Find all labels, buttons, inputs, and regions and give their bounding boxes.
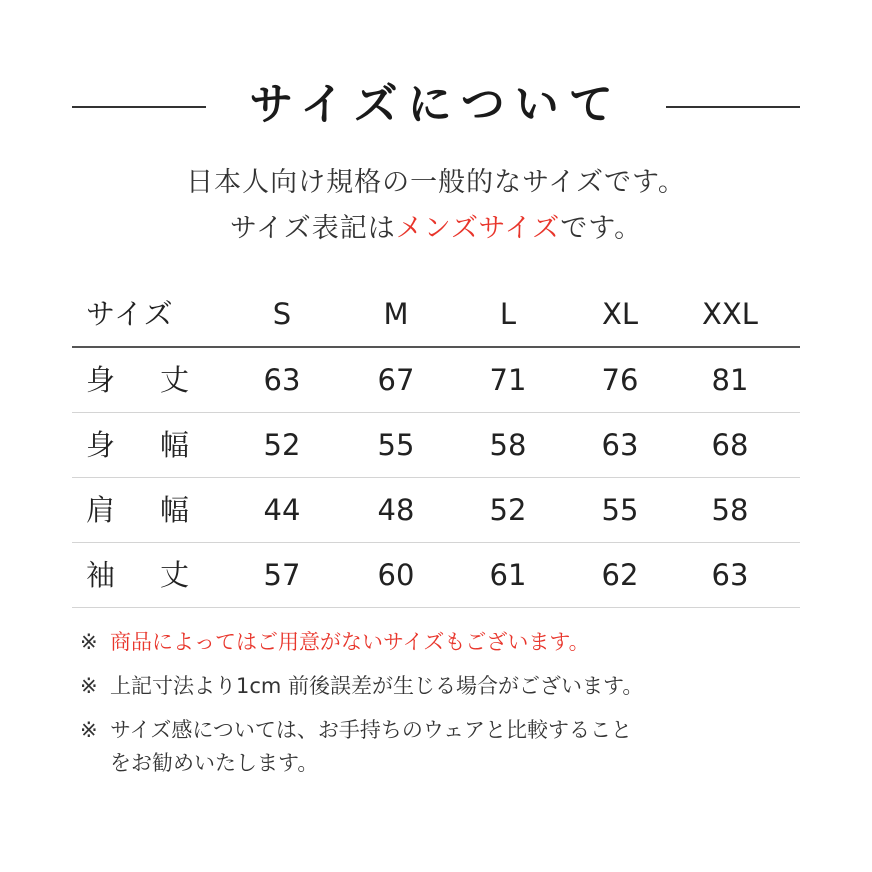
header-size-xl: XL	[601, 297, 639, 331]
table-cell: 76	[601, 363, 639, 397]
table-row-sleeve-length	[72, 543, 800, 608]
subtitle-line-1: 日本人向け規格の一般的なサイズです。	[186, 167, 686, 198]
note-mark: ※	[80, 630, 98, 654]
row-label-char: 身	[86, 363, 116, 397]
size-table	[72, 282, 800, 608]
table-cell: 61	[489, 558, 527, 592]
table-row-body-width	[72, 413, 800, 478]
row-label-char: 丈	[160, 558, 190, 592]
row-label-char: 丈	[160, 363, 190, 397]
row-label-char: 幅	[160, 493, 190, 527]
title-divider-right	[666, 106, 800, 108]
header-size-xxl: XXL	[702, 297, 758, 331]
row-label-char: 肩	[86, 493, 116, 527]
note-mark: ※	[80, 674, 98, 698]
table-header-row	[72, 282, 800, 348]
note-mark: ※	[80, 718, 98, 742]
table-cell: 60	[377, 558, 415, 592]
note-text-line-2: をお勧めいたします。	[110, 751, 319, 775]
row-label-char: 幅	[160, 428, 190, 462]
table-cell: 58	[489, 428, 527, 462]
note-text: 商品によってはご用意がないサイズもございます。	[110, 630, 590, 654]
table-cell: 52	[263, 428, 301, 462]
subtitle-prefix: サイズ表記は	[229, 213, 396, 244]
table-cell: 63	[601, 428, 639, 462]
table-cell: 81	[711, 363, 749, 397]
subtitle-highlight: メンズサイズ	[395, 213, 561, 244]
note-text-line-1: サイズ感については、お手持ちのウェアと比較すること	[110, 718, 633, 742]
table-cell: 67	[377, 363, 415, 397]
table-cell: 58	[711, 493, 749, 527]
table-cell: 48	[377, 493, 415, 527]
row-label-char: 袖	[86, 558, 116, 592]
table-row-body-length	[72, 348, 800, 413]
header-size-l: L	[499, 297, 517, 331]
table-cell: 71	[489, 363, 527, 397]
subtitle-line-2	[0, 206, 872, 245]
title-divider-left	[72, 106, 206, 108]
header-size-m: M	[383, 297, 409, 331]
table-cell: 68	[711, 428, 749, 462]
header-size-s: S	[272, 297, 292, 331]
note-tolerance	[80, 666, 800, 706]
table-cell: 62	[601, 558, 639, 592]
table-cell: 63	[263, 363, 301, 397]
row-label-char: 身	[86, 428, 116, 462]
note-compare	[80, 710, 800, 780]
table-row-shoulder-width	[72, 478, 800, 543]
table-cell: 57	[263, 558, 301, 592]
subtitle-suffix: です。	[560, 213, 643, 244]
table-cell: 63	[711, 558, 749, 592]
note-availability	[80, 622, 800, 662]
page-title: サイズについて	[249, 79, 623, 130]
notes-section	[80, 622, 800, 780]
table-cell: 44	[263, 493, 301, 527]
table-cell: 55	[377, 428, 415, 462]
table-cell: 55	[601, 493, 639, 527]
note-text: 上記寸法より1cm 前後誤差が生じる場合がございます。	[110, 674, 644, 698]
header-label: サイズ	[86, 297, 174, 331]
table-cell: 52	[489, 493, 527, 527]
title-section	[0, 70, 872, 140]
